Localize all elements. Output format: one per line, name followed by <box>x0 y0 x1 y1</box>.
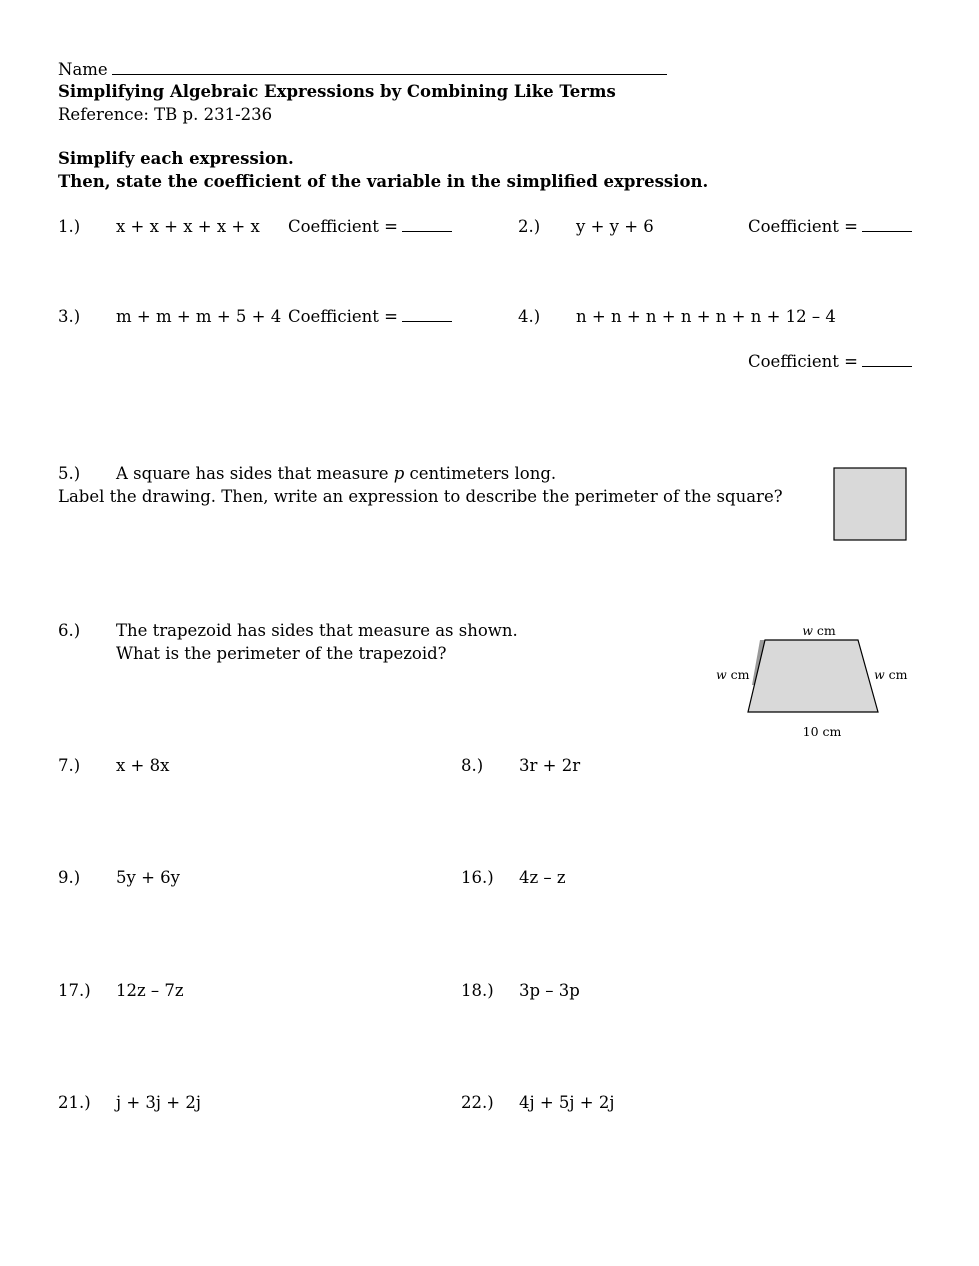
problem-2-coefficient <box>748 217 912 237</box>
trapezoid-left-label: w cm <box>716 667 750 682</box>
problem-3-expression: m + m + m + 5 + 4 <box>116 307 282 326</box>
coefficient-label: Coefficient = <box>748 352 858 371</box>
problem-8-number: 8.) <box>461 756 484 775</box>
problem-6-number: 6.) <box>58 621 81 640</box>
problem-16-number: 16.) <box>461 868 494 887</box>
problem-1-number: 1.) <box>58 217 81 236</box>
trapezoid-bottom-label: 10 cm <box>802 724 842 739</box>
coefficient-label: Coefficient = <box>288 217 398 236</box>
problem-4-coefficient <box>748 352 912 372</box>
problem-3-coefficient <box>288 307 452 327</box>
problem-2-expression: y + y + 6 <box>576 217 654 236</box>
reference: Reference: TB p. 231-236 <box>58 105 273 124</box>
name-blank[interactable] <box>112 73 667 75</box>
problem-5-text-after: centimeters long. <box>404 464 557 483</box>
trapezoid-shape <box>748 640 878 712</box>
square-drawing <box>832 466 910 544</box>
coefficient-blank[interactable] <box>402 320 452 322</box>
square-shape <box>834 468 906 540</box>
trapezoid-top-label: w cm <box>802 623 836 638</box>
trapezoid-drawing <box>700 615 930 750</box>
trapezoid-right-label: w cm <box>874 667 908 682</box>
name-field[interactable] <box>58 60 667 80</box>
problem-21-number: 21.) <box>58 1093 91 1112</box>
problem-5-text <box>116 464 556 484</box>
problem-9-number: 9.) <box>58 868 81 887</box>
problem-5-number: 5.) <box>58 464 81 483</box>
instruction-line-1: Simplify each expression. <box>58 149 294 168</box>
coefficient-blank[interactable] <box>862 230 912 232</box>
problem-17-expression: 12z – 7z <box>116 981 184 1000</box>
problem-18-number: 18.) <box>461 981 494 1000</box>
problem-8-expression: 3r + 2r <box>519 756 581 775</box>
problem-17-number: 17.) <box>58 981 91 1000</box>
problem-1-coefficient <box>288 217 452 237</box>
problem-5-variable: p <box>393 464 405 483</box>
problem-5-text-before: A square has sides that measure <box>116 464 394 483</box>
instruction-line-2: Then, state the coefficient of the variable in the simplified expression. <box>58 172 709 191</box>
problem-3-number: 3.) <box>58 307 81 326</box>
problem-22-number: 22.) <box>461 1093 494 1112</box>
coefficient-label: Coefficient = <box>288 307 398 326</box>
problem-6-line-2: What is the perimeter of the trapezoid? <box>116 644 447 663</box>
problem-21-expression: j + 3j + 2j <box>116 1093 201 1112</box>
problem-6-line-1: The trapezoid has sides that measure as shown. <box>116 621 518 640</box>
problem-4-expression: n + n + n + n + n + n + 12 – 4 <box>576 307 836 326</box>
coefficient-blank[interactable] <box>402 230 452 232</box>
problem-2-number: 2.) <box>518 217 541 236</box>
problem-7-expression: x + 8x <box>116 756 170 775</box>
coefficient-blank[interactable] <box>862 365 912 367</box>
worksheet-title: Simplifying Algebraic Expressions by Combining Like Terms <box>58 82 616 101</box>
coefficient-label: Coefficient = <box>748 217 858 236</box>
problem-4-number: 4.) <box>518 307 541 326</box>
problem-22-expression: 4j + 5j + 2j <box>519 1093 615 1112</box>
problem-1-expression: x + x + x + x + x <box>116 217 260 236</box>
name-label: Name <box>58 60 108 79</box>
problem-7-number: 7.) <box>58 756 81 775</box>
problem-5-line-2: Label the drawing. Then, write an expression to describe the perimeter of the square? <box>58 487 783 506</box>
problem-16-expression: 4z – z <box>519 868 566 887</box>
problem-9-expression: 5y + 6y <box>116 868 180 887</box>
problem-18-expression: 3p – 3p <box>519 981 580 1000</box>
